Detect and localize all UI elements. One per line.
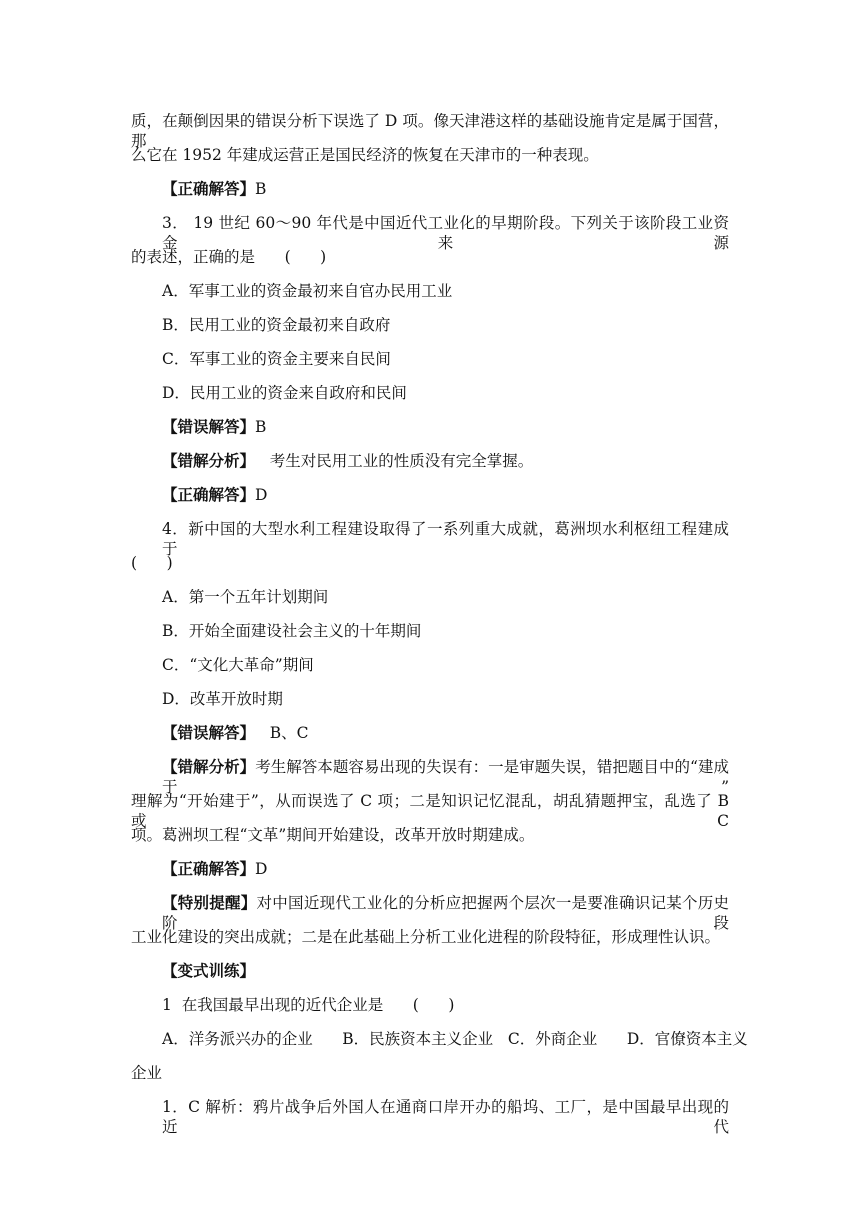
wrong-answer-label: 【错误解答】 (162, 723, 256, 742)
wrong-answer-label: 【错误解答】 (162, 417, 256, 436)
special-note-text: 对中国近现代工业化的分析应把握两个层次一是要准确识记某个历史阶段 (162, 894, 729, 932)
paragraph-line: 项。葛洲坝工程“文革”期间开始建设，改革开放时期建成。 (131, 826, 535, 844)
options-line: A．洋务派兴办的企业 B．民族资本主义企业 C．外商企业 D．官僚资本主义 (162, 1030, 748, 1048)
paragraph-line: 理解为“开始建于”，从而误选了 C 项；二是知识记忆混乱，胡乱猜题押宝，乱选了 B 或 C (131, 792, 729, 830)
paragraph-line: 质，在颠倒因果的错误分析下误选了 D 项。像天津港这样的基础设施肯定是属于国营，那 (131, 112, 729, 150)
wrong-answer-line (162, 417, 266, 437)
section-heading (162, 961, 255, 981)
answer-value: D (255, 860, 268, 878)
answer-line (162, 179, 266, 199)
question-line: 的表述，正确的是 ( ) (131, 248, 327, 266)
answer-value: D (255, 486, 268, 504)
error-analysis-text: 考生对民用工业的性质没有完全掌握。 (255, 452, 534, 470)
special-note-label: 【特别提醒】 (162, 893, 257, 912)
option-a: A．军事工业的资金最初来自官办民用工业 (162, 282, 453, 300)
answer-line (162, 485, 267, 505)
question-line: ( ) (131, 554, 173, 572)
question-line: 1 在我国最早出现的近代企业是 ( ) (162, 996, 455, 1014)
answer-label: 【正确解答】 (162, 179, 256, 198)
wrong-answer-line (162, 723, 309, 743)
answer-label: 【正确解答】 (162, 859, 256, 878)
option-a: A．第一个五年计划期间 (162, 588, 329, 606)
answer-label: 【正确解答】 (162, 485, 256, 504)
option-c: C．军事工业的资金主要来自民间 (162, 350, 391, 368)
error-analysis-text: 考生解答本题容易出现的失误有：一是审题失误，错把题目中的“建成于” (162, 758, 729, 796)
error-analysis-label: 【错解分析】 (162, 757, 256, 776)
section-heading-label: 【变式训练】 (162, 961, 256, 980)
explanation-line: 1．C 解析：鸦片战争后外国人在通商口岸开办的船坞、工厂，是中国最早出现的近代 (162, 1098, 729, 1136)
option-c: C．“文化大革命”期间 (162, 656, 314, 674)
answer-line (162, 859, 267, 879)
question-line: 4．新中国的大型水利工程建设取得了一系列重大成就，葛洲坝水利枢纽工程建成于 (162, 520, 729, 558)
error-analysis-line (162, 451, 533, 471)
answer-value: B (255, 180, 267, 198)
option-b: B．民用工业的资金最初来自政府 (162, 316, 391, 334)
wrong-answer-value: B (255, 418, 267, 436)
error-analysis-label: 【错解分析】 (162, 451, 256, 470)
option-d: D．改革开放时期 (162, 690, 283, 708)
wrong-answer-value: B、C (255, 724, 309, 742)
paragraph-line: 工业化建设的突出成就；二是在此基础上分析工业化进程的阶段特征，形成理性认识。 (131, 928, 721, 946)
paragraph-line: 么它在 1952 年建成运营正是国民经济的恢复在天津市的一种表现。 (131, 146, 599, 164)
paragraph-line: 企业 (131, 1064, 163, 1082)
option-b: B．开始全面建设社会主义的十年期间 (162, 622, 422, 640)
option-d: D．民用工业的资金来自政府和民间 (162, 384, 407, 402)
question-line: 3． 19 世纪 60～90 年代是中国近代工业化的早期阶段。下列关于该阶段工业资金来源 (162, 214, 729, 252)
